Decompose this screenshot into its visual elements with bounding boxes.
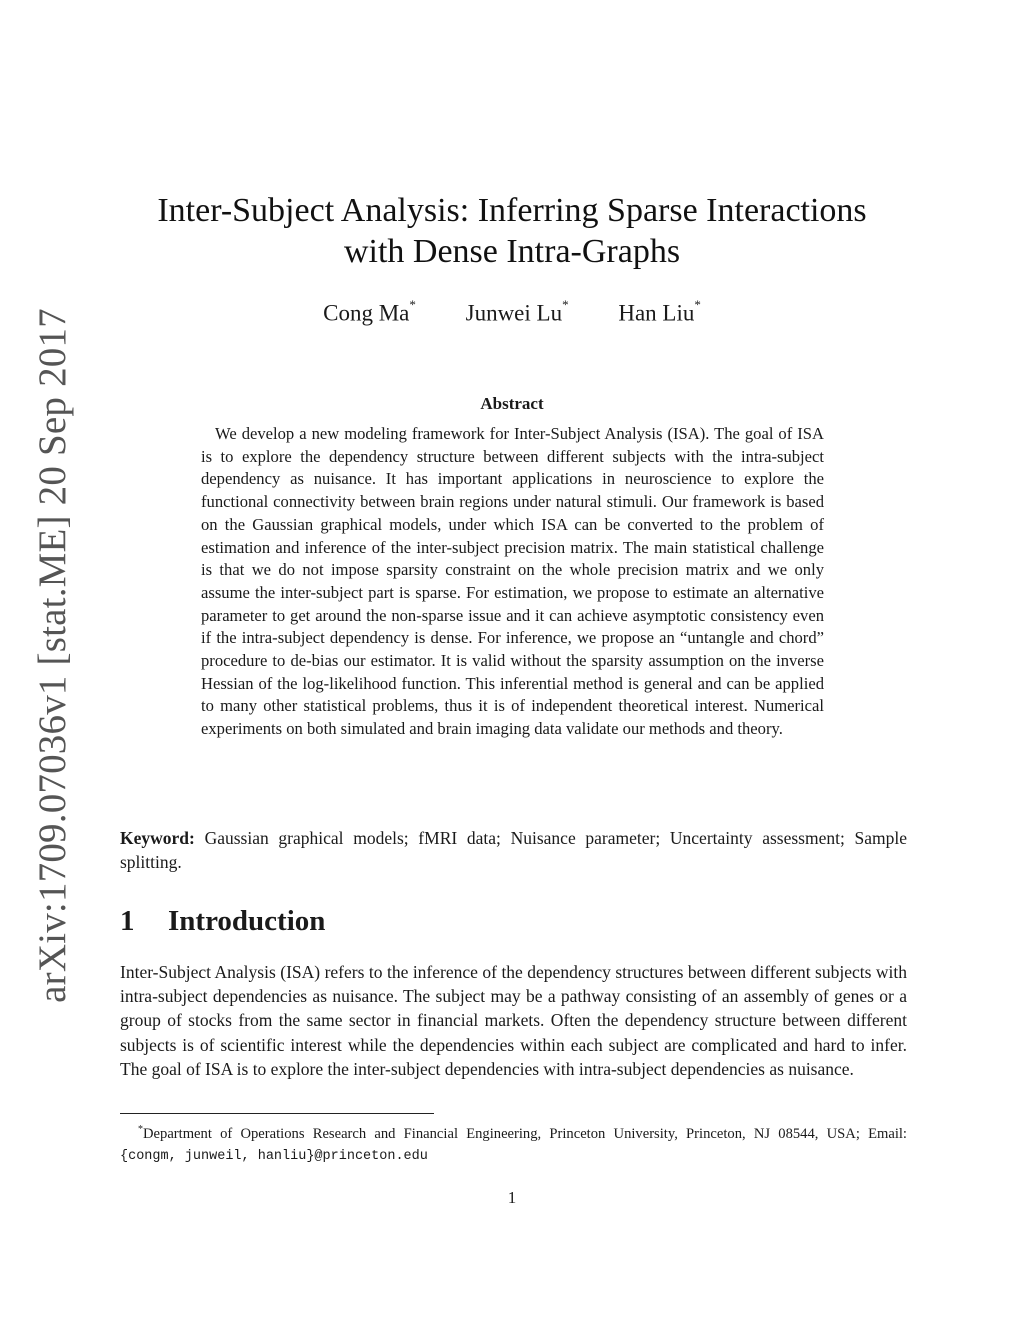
author-han-liu [618,297,701,327]
title-line-1: Inter-Subject Analysis: Inferring Sparse Interactions [157,192,867,229]
arxiv-identifier-text: arXiv:1709.07036v1 [stat.ME] 20 Sep 2017 [30,307,74,1003]
author-name: Han Liu [618,300,695,326]
section-heading-introduction [120,905,325,938]
keyword-paragraph [120,826,907,874]
footnote-affiliation [120,1119,907,1167]
author-junwei-lu [465,297,569,327]
footnote-divider [120,1113,434,1114]
page-number: 1 [507,1188,517,1207]
abstract-body: We develop a new modeling framework for Inter-Subject Analysis (ISA). The goal of ISA is to explore the dependency structure between different subjects with the intra-subject dependency as nuisance. It has important applications in neuroscience to explore the functional connectivity between brain regions under natural stimuli. Our framework is based on the Gaussian graphical models, under which ISA can be converted to the problem of estimation and inference of the inter-subject precision matrix. The main statistical challenge is that we do not impose sparsity constraint on the whole precision matrix and we only assume the inter-subject part is sparse. For estimation, we propose to estimate an alternative parameter to get around the non-sparse issue and it can achieve asymptotic consistency even if the intra-subject dependency is dense. For inference, we propose an “untangle and chord” procedure to de-bias our estimator. It is valid without the sparsity assumption on the inverse Hessian of the log-likelihood function. This inferential method is general and can be applied to many other statistical problems, thus it is of independent theoretical interest. Numerical experiments on both simulated and brain imaging data validate our methods and theory. [201,424,824,739]
abstract-heading: Abstract [480,394,544,413]
introduction-paragraph: Inter-Subject Analysis (ISA) refers to the inference of the dependency structures between different subjects with intra-subject dependencies as nuisance. The subject may be a pathway consisting of an assembly of genes or a group of stocks from the same sector in financial markets. Often the dependency structure between different subjects is of scientific interest while the dependencies within each subject are complicated and hard to infer. The goal of ISA is to explore the inter-subject dependencies with intra-subject dependencies as nuisance. [120,962,907,1079]
affiliation-mark: * [562,297,569,312]
title-line-2: with Dense Intra-Graphs [343,233,681,270]
paper-title [120,190,904,272]
author-cong-ma [323,297,416,327]
keyword-label: Keyword: [120,828,195,848]
author-name: Junwei Lu [465,300,563,326]
footnote-mark: * [138,1124,143,1135]
affiliation-mark: * [409,297,416,312]
keyword-text: Gaussian graphical models; fMRI data; Nuisance parameter; Uncertainty assessment; Sample splitting. [120,828,908,872]
section-number: 1 [120,905,135,937]
author-name: Cong Ma [323,300,410,326]
affiliation-mark: * [694,297,701,312]
author-list [120,297,904,327]
footnote-text: Department of Operations Research and Financial Engineering, Princeton University, Princeton, NJ 08544, USA; Email: [143,1125,907,1142]
arxiv-identifier-stamp [21,307,83,1003]
section-title: Introduction [168,905,326,937]
footnote-email: {congm, junweil, hanliu}@princeton.edu [120,1148,428,1164]
